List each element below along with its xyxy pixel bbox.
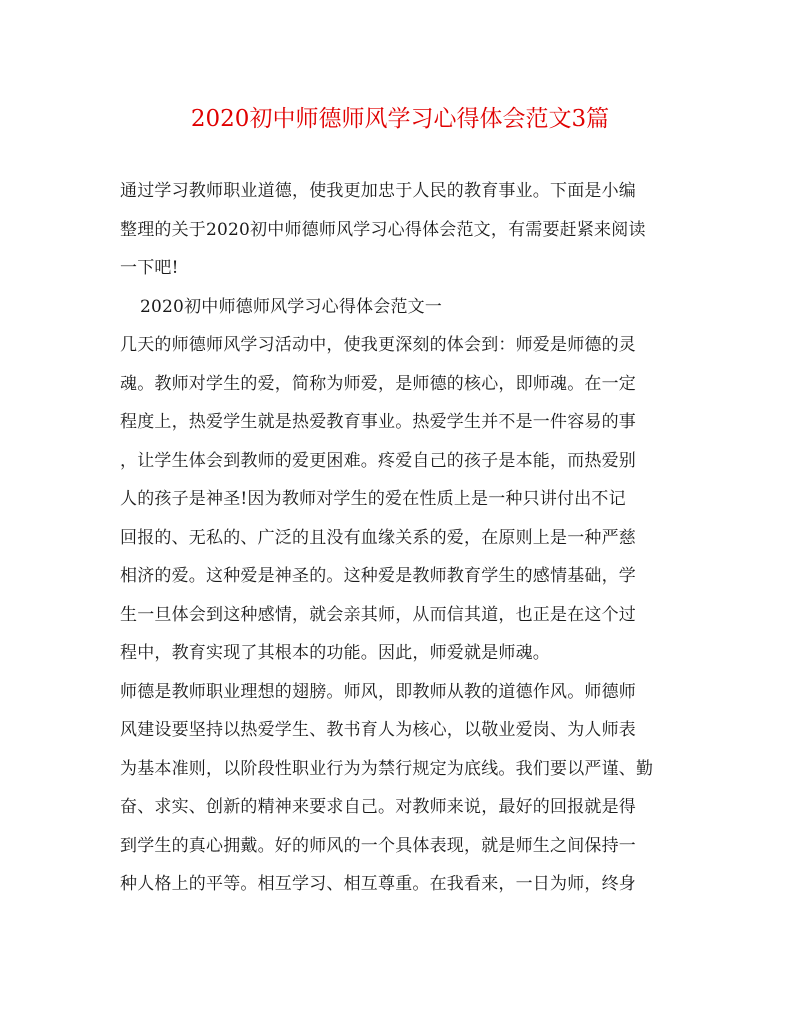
document-body bbox=[120, 172, 675, 904]
text-line: 通过学习教师职业道德，使我更加忠于人民的教育事业。下面是小编 bbox=[120, 181, 636, 201]
paragraph-2 bbox=[120, 673, 675, 904]
document-title: 2020初中师德师风学习心得体会范文3篇 bbox=[190, 106, 610, 132]
text-line: 几天的师德师风学习活动中，使我更深刻的体会到：师爱是师德的灵 bbox=[120, 335, 636, 355]
text-line: 生一旦体会到这种感情，就会亲其师，从而信其道，也正是在这个过 bbox=[120, 604, 636, 625]
text-line: 程中，教育实现了其根本的功能。因此，师爱就是师魂。 bbox=[120, 643, 550, 663]
text-line: 回报的、无私的、广泛的且没有血缘关系的爱，在原则上是一种严慈 bbox=[120, 527, 636, 548]
text-line: 人的孩子是神圣!因为教师对学生的爱在性质上是一种只讲付出不记 bbox=[120, 489, 626, 509]
text-line: 师德是教师职业理想的翅膀。师风，即教师从教的道德作风。师德师 bbox=[120, 681, 636, 702]
section-heading bbox=[120, 288, 675, 327]
text-line: 风建设要坚持以热爱学生、教书育人为核心，以敬业爱岗、为人师表 bbox=[120, 720, 636, 740]
intro-paragraph bbox=[120, 172, 675, 288]
text-line: 奋、求实、创新的精神来要求自己。对教师来说，最好的回报就是得 bbox=[120, 797, 636, 817]
text-line: 魂。教师对学生的爱，简称为师爱，是师德的核心，即师魂。在一定 bbox=[120, 373, 636, 394]
text-line: 相济的爱。这种爱是神圣的。这种爱是教师教育学生的感情基础，学 bbox=[120, 566, 636, 586]
text-line: 程度上，热爱学生就是热爱教育事业。热爱学生并不是一件容易的事 bbox=[120, 412, 636, 432]
paragraph-1 bbox=[120, 326, 675, 673]
text-line: 整理的关于2020初中师德师风学习心得体会范文，有需要赶紧来阅读 bbox=[120, 219, 646, 240]
text-line: 为基本准则，以阶段性职业行为为禁行规定为底线。我们要以严谨、勤 bbox=[120, 758, 654, 779]
text-line: 一下吧! bbox=[120, 258, 179, 278]
text-line: ，让学生体会到教师的爱更困难。疼爱自己的孩子是本能，而热爱别 bbox=[120, 450, 636, 471]
text-line: 种人格上的平等。相互学习、相互尊重。在我看来，一日为师，终身 bbox=[120, 874, 636, 894]
text-line: 到学生的真心拥戴。好的师风的一个具体表现，就是师生之间保持一 bbox=[120, 835, 636, 856]
section-heading-text: 2020初中师德师风学习心得体会范文一 bbox=[140, 296, 443, 317]
